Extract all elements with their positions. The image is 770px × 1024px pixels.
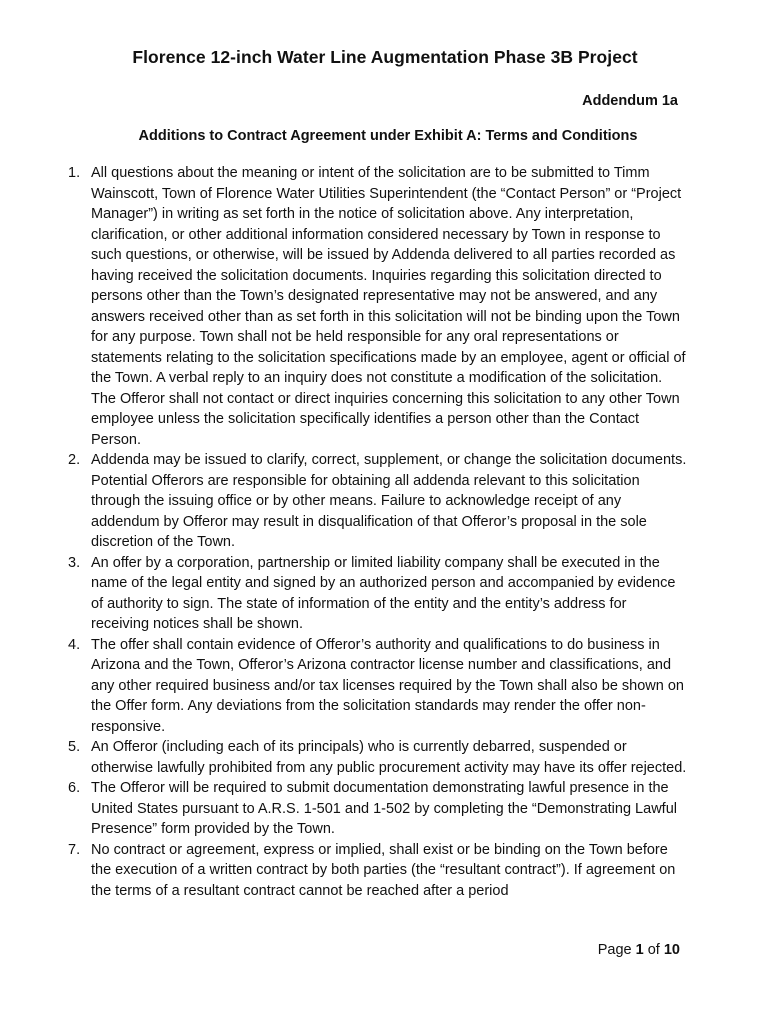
section-heading: Additions to Contract Agreement under Exhibit A: Terms and Conditions bbox=[138, 128, 638, 144]
page-title: Florence 12-inch Water Line Augmentation Phase 3B Project bbox=[132, 47, 638, 67]
item-number: 6. bbox=[68, 780, 81, 796]
item-text: All questions about the meaning or intent of the solicitation are to be submitted to Timm Wainscott, Town of Florence Water Utilities Superintendent (the “Contact Person” or “Project Manager”) in writing as set forth in the notice of solicitation above. Any interpretation, clarification, or other additional information considered necessary by Town in response to such questions, or otherwise, will be issued by Addenda delivered to all parties recorded as having received the solicitation documents. Inquiries regarding this solicitation directed to persons other than the Town’s designated representative may not be answered, and any answers received other than as set forth in this solicitation will not be binding upon the Town for any purpose. Town shall not be held responsible for any oral representations or statements relating to the solicitation specifications made by an employee, agent or official of the Town. A verbal reply to an inquiry does not constitute a modification of the solicitation. The Offeror shall not contact or direct inquiries concerning this solicitation to any other Town employee unless the solicitation specifically identifies a person other than the Contact Person. bbox=[91, 165, 686, 448]
item-text: Addenda may be issued to clarify, correct, supplement, or change the solicitation documents. Potential Offerors are responsible for obtaining all addenda relevant to this solicitation through the issuing office or by other means. Failure to acknowledge receipt of any addendum by Offeror may result in disqualification of that Offeror’s proposal in the sole discretion of the Town. bbox=[91, 452, 687, 550]
page-label: Page bbox=[597, 942, 632, 958]
list-item bbox=[68, 737, 688, 778]
item-text: An Offeror (including each of its principals) who is currently debarred, suspended or otherwise lawfully prohibited from any public procurement activity may have its offer rejected. bbox=[91, 739, 687, 776]
list-item bbox=[68, 840, 688, 902]
item-number: 4. bbox=[68, 636, 81, 653]
addendum-label: Addendum 1a bbox=[582, 93, 678, 109]
item-number: 1. bbox=[68, 165, 81, 181]
list-item bbox=[68, 635, 688, 738]
page-footer bbox=[598, 942, 680, 958]
list-item bbox=[68, 163, 688, 450]
of-label: of bbox=[647, 942, 660, 958]
item-text: An offer by a corporation, partnership or limited liability company shall be executed in the name of the legal entity and signed by an authorized person and accompanied by evidence of authority to sign. The state of information of the entity and the entity’s address for receiving notices shall be shown. bbox=[91, 554, 676, 632]
list-item bbox=[68, 553, 688, 635]
item-number: 2. bbox=[68, 452, 81, 468]
terms-list bbox=[68, 163, 688, 901]
list-item bbox=[68, 450, 688, 553]
item-number: 5. bbox=[68, 739, 81, 755]
item-text: No contract or agreement, express or implied, shall exist or be binding on the Town before the execution of a written contract by both parties (the “resultant contract”). If agreement on the terms of a resultant contract cannot be reached after a period bbox=[91, 841, 676, 899]
item-text: The offer shall contain evidence of Offeror’s authority and qualifications to do business in Arizona and the Town, Offeror’s Arizona contractor license number and classifications, and any other required business and/or tax licenses required by the Town shall also be shown on the Offer form. Any deviations from the solicitation standards may render the offer non-responsive. bbox=[91, 636, 684, 735]
list-item bbox=[68, 778, 688, 840]
item-text: The Offeror will be required to submit documentation demonstrating lawful presence in the United States pursuant to A.R.S. 1-501 and 1-502 by completing the “Demonstrating Lawful Presence” form provided by the Town. bbox=[91, 780, 677, 837]
current-page-number: 1 bbox=[635, 942, 644, 958]
total-pages-number: 10 bbox=[663, 942, 680, 958]
item-number: 7. bbox=[68, 841, 81, 858]
item-number: 3. bbox=[68, 554, 81, 571]
